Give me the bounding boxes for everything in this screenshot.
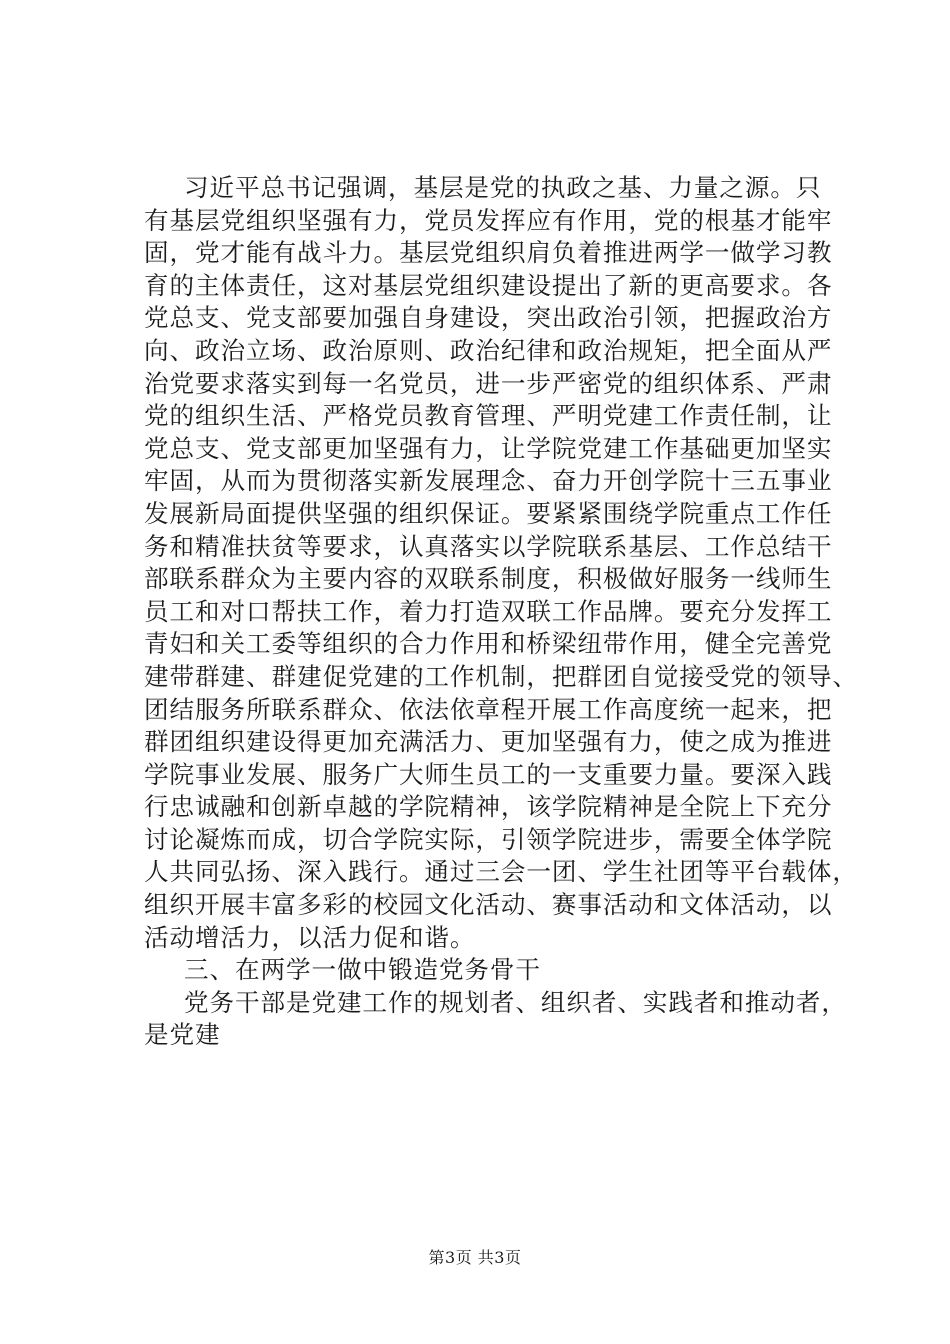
paragraph-line: 有基层党组织坚强有力，党员发挥应有作用，党的根基才能牢 — [144, 205, 833, 235]
paragraph-line: 学院事业发展、服务广大师生员工的一支重要力量。要深入践 — [144, 759, 833, 789]
paragraph-line: 活动增活力，以活力促和谐。 — [144, 922, 476, 952]
paragraph-line: 讨论凝炼而成，切合学院实际，引领学院进步，需要全体学院 — [144, 824, 833, 854]
paragraph-line: 固，党才能有战斗力。基层党组织肩负着推进两学一做学习教 — [144, 238, 833, 268]
paragraph-line: 群团组织建设得更加充满活力、更加坚强有力，使之成为推进 — [144, 727, 833, 757]
paragraph-line: 人共同弘扬、深入践行。通过三会一团、学生社团等平台载体， — [144, 857, 858, 887]
paragraph-line: 育的主体责任，这对基层党组织建设提出了新的更高要求。各 — [144, 270, 833, 300]
paragraph-line: 党总支、党支部更加坚强有力，让学院党建工作基础更加坚实 — [144, 433, 833, 463]
document-body — [144, 172, 858, 1052]
paragraph-line: 党的组织生活、严格党员教育管理、严明党建工作责任制，让 — [144, 401, 833, 431]
paragraph-line: 建带群建、群建促党建的工作机制，把群团自觉接受党的领导、 — [144, 661, 858, 691]
paragraph-line: 向、政治立场、政治原则、政治纪律和政治规矩，把全面从严 — [144, 335, 833, 365]
page-number-footer: 第3页 共3页 — [428, 1248, 522, 1267]
paragraph-line: 青妇和关工委等组织的合力作用和桥梁纽带作用，健全完善党 — [144, 629, 833, 659]
paragraph-line: 部联系群众为主要内容的双联系制度，积极做好服务一线师生 — [144, 564, 833, 594]
paragraph-line: 团结服务所联系群众、依法依章程开展工作高度统一起来，把 — [144, 694, 833, 724]
paragraph-line: 发展新局面提供坚强的组织保证。要紧紧围绕学院重点工作任 — [144, 498, 833, 528]
paragraph-line: 党总支、党支部要加强自身建设，突出政治引领，把握政治方 — [144, 303, 833, 333]
paragraph-line: 组织开展丰富多彩的校园文化活动、赛事活动和文体活动，以 — [144, 890, 833, 920]
paragraph-line: 党务干部是党建工作的规划者、组织者、实践者和推动者， — [184, 987, 847, 1017]
section-heading: 三、在两学一做中锻造党务骨干 — [184, 955, 541, 985]
paragraph-line: 员工和对口帮扶工作，着力打造双联工作品牌。要充分发挥工 — [144, 596, 833, 626]
paragraph-line: 治党要求落实到每一名党员，进一步严密党的组织体系、严肃 — [144, 368, 833, 398]
paragraph-line: 是党建 — [144, 1020, 221, 1050]
paragraph-line: 行忠诚融和创新卓越的学院精神，该学院精神是全院上下充分 — [144, 792, 833, 822]
paragraph-line: 习近平总书记强调，基层是党的执政之基、力量之源。只 — [184, 173, 822, 202]
paragraph-line: 务和精准扶贫等要求，认真落实以学院联系基层、工作总结干 — [144, 531, 833, 561]
paragraph-line: 牢固，从而为贯彻落实新发展理念、奋力开创学院十三五事业 — [144, 466, 833, 496]
